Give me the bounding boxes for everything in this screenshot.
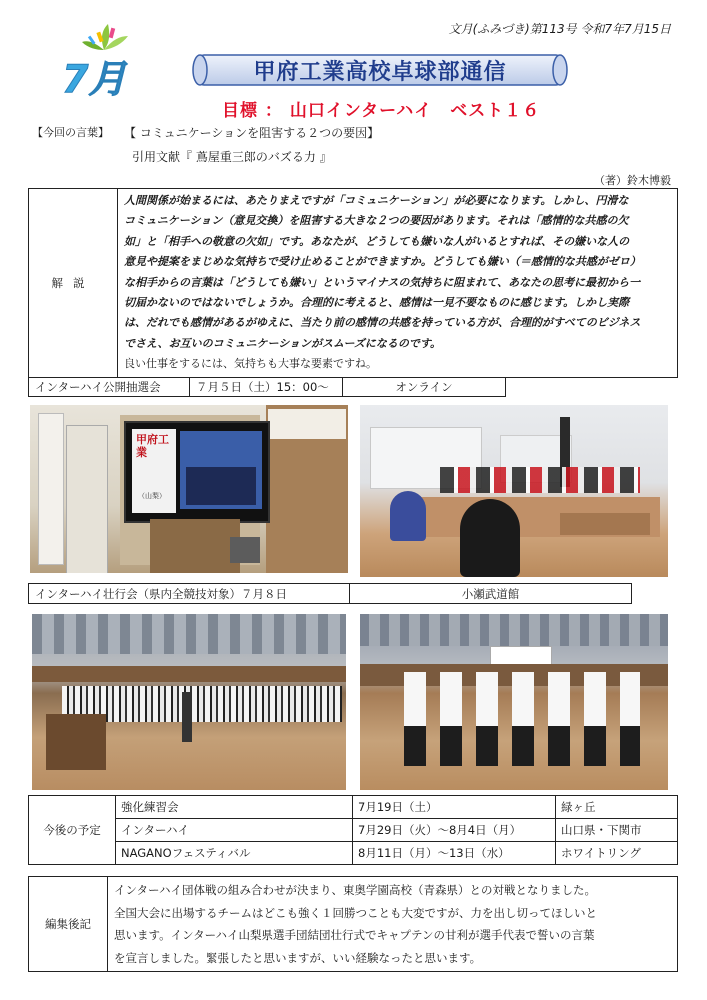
tv-prefecture: （山梨） bbox=[138, 492, 166, 500]
schedule-table bbox=[28, 795, 678, 865]
explanation-line: な相手からの言葉は「どうしても嫌い」というマイナスの気持ちに阻まれて、あなたの思考に最初から一 bbox=[124, 275, 641, 289]
explanation-line: でさえ、お互いのコミュニケーションがスムーズになるのです。 bbox=[124, 336, 442, 350]
draw-event-name: インターハイ公開抽選会 bbox=[29, 378, 190, 397]
explanation-line: 人間関係が始まるには、あたりまえですが「コミュニケーション」が必要になります。しかし、円滑な bbox=[124, 194, 629, 207]
draw-event-place: オンライン bbox=[343, 378, 506, 397]
newsletter-title: 甲府工業高校卓球部通信 bbox=[253, 59, 507, 85]
rally-event-place: 小瀬武道館 bbox=[350, 584, 632, 604]
editor-note-line: 全国大会に出場するチームはどこも強く１回勝つことも大変ですが、力を出し切ってほしいと bbox=[114, 905, 597, 920]
tv-school-name: 甲府工業 bbox=[136, 433, 169, 459]
schedule-event: インターハイ bbox=[116, 819, 353, 842]
month-logo bbox=[60, 22, 140, 100]
explanation-line: コミュニケーション（意見交換）を阻害する大きな２つの要因があります。それは「感情的な共感の欠 bbox=[124, 214, 629, 228]
photo-rally-gym bbox=[32, 614, 346, 790]
explanation-line: 切届かないのではないでしょうか。合理的に考えると、感情は一見不要なものに感じます。しかし実際 bbox=[124, 296, 630, 310]
explanation-line: 如」と「相手への敬意の欠如」です。あなたが、どうしても嫌いな人がいるとすれば、その嫌いな人の bbox=[124, 234, 630, 248]
month-logo-text: 7月 bbox=[62, 57, 127, 101]
schedule-event: 強化練習会 bbox=[116, 796, 353, 819]
title-banner bbox=[190, 52, 570, 88]
quote-author: （著）鈴木博毅 bbox=[594, 174, 671, 187]
schedule-event: NAGANOフェスティバル bbox=[116, 842, 353, 865]
quote-citation: 引用文献『 蔦屋重三郎のバズる力 』 bbox=[132, 150, 332, 164]
schedule-place: ホワイトリング bbox=[556, 842, 678, 865]
explanation-text bbox=[118, 189, 678, 378]
explanation-line: 意見や提案をまじめな気持ちで受け止めることができますか。どうしても嫌い（＝感情的な共感がゼロ） bbox=[124, 255, 641, 269]
schedule-label: 今後の予定 bbox=[29, 796, 116, 865]
quote-label: 【今回の言葉】 bbox=[32, 126, 109, 139]
photo-rally-team bbox=[360, 614, 668, 790]
draw-event-row bbox=[28, 377, 506, 397]
editor-note-text bbox=[108, 877, 678, 972]
editor-note-box bbox=[28, 876, 678, 972]
draw-event-datetime: ７月５日（土）15：00〜 bbox=[190, 378, 343, 397]
editor-note-label: 編集後記 bbox=[29, 877, 108, 972]
photo-draw-tv bbox=[30, 405, 348, 573]
quote-title: 【 コミュニケーションを阻害する２つの要因】 bbox=[124, 126, 380, 140]
issue-info: 文月(ふみづき)第113号 令和7年7月15日 bbox=[448, 22, 671, 36]
schedule-date: 8月11日（月）〜13日（水） bbox=[353, 842, 556, 865]
photo-draw-students bbox=[360, 405, 668, 577]
editor-note-line: を宣言しました。緊張したと思いますが、いい経験なったと思います。 bbox=[114, 950, 482, 965]
schedule-place: 山口県・下関市 bbox=[556, 819, 678, 842]
schedule-place: 緑ヶ丘 bbox=[556, 796, 678, 819]
schedule-date: 7月19日（土） bbox=[353, 796, 556, 819]
rally-event-name: インターハイ壮行会（県内全競技対象）７月８日 bbox=[29, 584, 350, 604]
team-goal: 目標 ： 山口インターハイ ベスト１６ bbox=[222, 101, 541, 121]
editor-note-line: 思います。インターハイ山梨県選手団結団壮行式でキャプテンの甘利が選手代表で誓いの言葉 bbox=[114, 928, 595, 942]
explanation-box bbox=[28, 188, 678, 378]
explanation-line: は、だれでも感情があるがゆえに、当たり前の感情の共感を持っている方が、合理的がすべてのビジネス bbox=[124, 316, 641, 330]
rally-event-row bbox=[28, 583, 632, 604]
schedule-date: 7月29日（火）〜8月4日（月） bbox=[353, 819, 556, 842]
explanation-closing: 良い仕事をするには、気持ちも大事な要素ですね。 bbox=[124, 357, 377, 371]
editor-note-line: インターハイ団体戦の組み合わせが決まり、東奥学園高校（青森県）との対戦となりました。 bbox=[114, 883, 596, 897]
tv-screen bbox=[124, 421, 270, 523]
explanation-label: 解説 bbox=[29, 189, 118, 378]
